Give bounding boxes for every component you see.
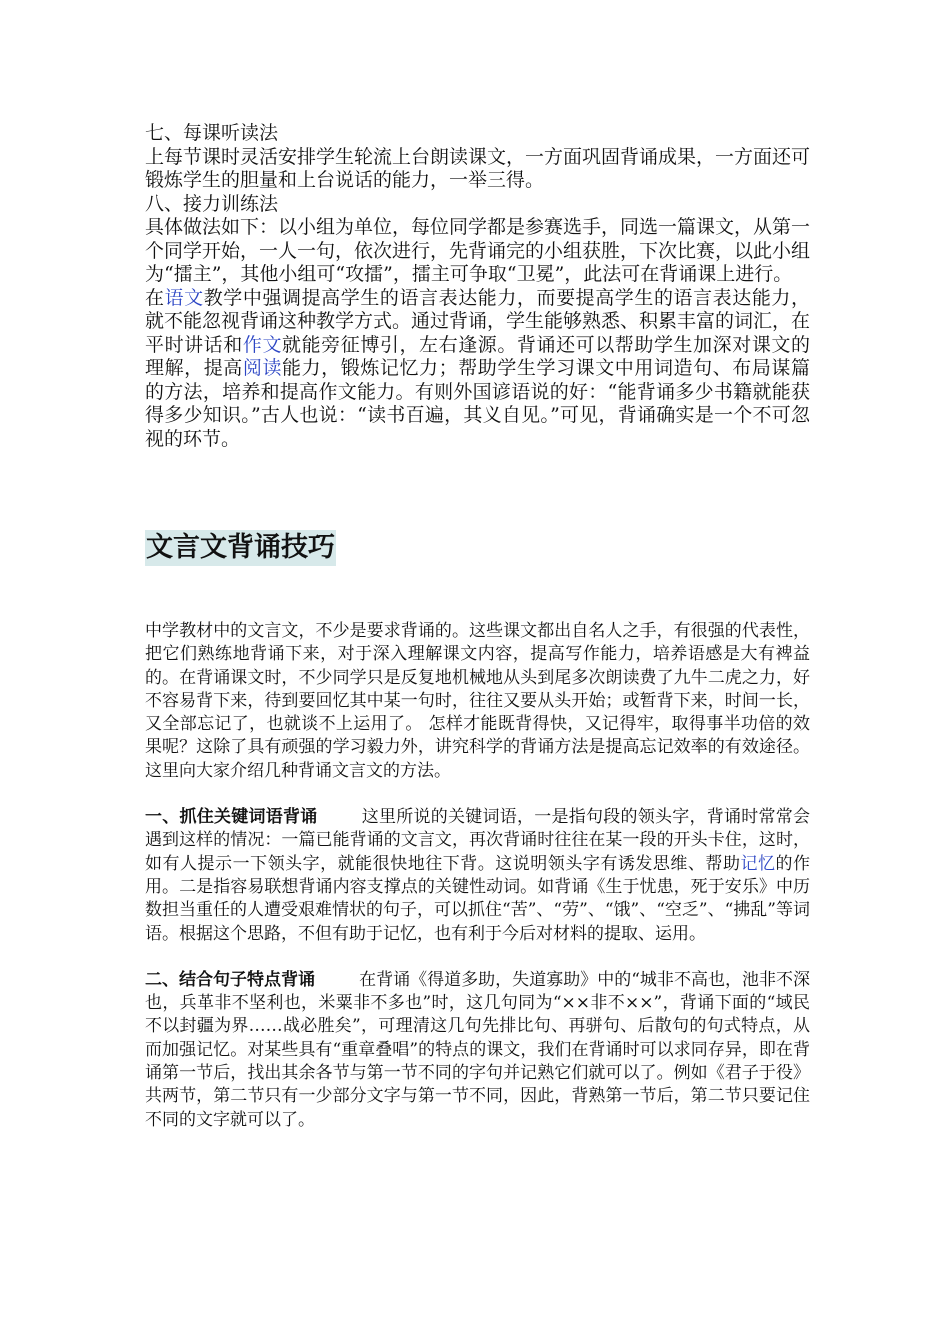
link-jiyi[interactable]: 记忆 xyxy=(740,853,776,874)
conclusion-text-c: 就能旁征博引，左右逢源。背诵还可以帮助学生加深对课文的理解，提高 xyxy=(145,333,810,379)
method-1-text-b: 的作用。二是指容易联想背诵内容支撑点的关键性动词。如背诵《生于忧患，死于安乐》中历数担当重任的人遭受艰难情状的句子，可以抓住“苦”、“劳”、“饿”、“空乏”、“拂乱”等词语。根据这个思路，不但有助于记忆，也有利于今后对材料的提取、运用。 xyxy=(145,853,811,944)
conclusion-text-b: 教学中强调提高学生的语言表达能力，而要提高学生的语言表达能力，就不能忽视背诵这种教学方式。通过背诵，学生能够熟悉、积累丰富的词汇，在平时讲话和 xyxy=(145,286,811,356)
section-classical-chinese xyxy=(145,620,810,1155)
method-2-text: 在背诵《得道多助，失道寡助》中的“城非不高也，池非不深也，兵革非不坚利也，米粟非不多也”时，这几句同为“××非不××”，背诵下面的“域民不以封疆为界……战必胜矣”，可理清这几句先排比句、再骈句、后散句的句式特点，从而加强记忆。对某些具有“重章叠唱”的特点的课文，我们在背诵时可以求同存异，即在背诵第一节后，找出其余各节与第一节不同的字句并记熟它们就可以了。例如《君子于役》共两节，第二节只有一少部分文字与第一节不同，因此，背熟第一节后，第二节只要记住不同的文字就可以了。 xyxy=(145,969,811,1130)
method-8-heading: 八、接力训练法 xyxy=(145,192,279,215)
method-2-heading: 二、结合句子特点背诵 xyxy=(145,969,316,990)
intro-paragraph: 中学教材中的文言文，不少是要求背诵的。这些课文都出自名人之手，有很强的代表性，把它们熟练地背诵下来，对于深入理解课文内容，提高写作能力，培养语感是大有裨益的。在背诵课文时，不少同学只是反复地机械地从头到尾多次朗读费了九牛二虎之力，好不容易背下来，待到要回忆其中某一句时，往往又要从头开始；或暂背下来，时间一长，又全部忘记了，也就谈不上运用了。 怎样才能既背得快，又记得牢，取得事半功倍的效果呢？这除了具有顽强的学习毅力外，讲究科学的背诵方法是提高忘记效率的有效途径。这里向大家介绍几种背诵文言文的方法。 xyxy=(145,621,810,781)
section-methods-continued xyxy=(145,122,810,451)
conclusion-paragraph xyxy=(145,287,810,452)
method-7-text: 上每节课时灵活安排学生轮流上台朗读课文，一方面巩固背诵成果，一方面还可锻炼学生的胆量和上台说话的能力，一举三得。 xyxy=(145,145,811,191)
method-1-text-a: 这里所说的关键词语，一是指句段的领头字，背诵时常常会遇到这样的情况：一篇已能背诵的文言文，再次背诵时往往在某一段的开头卡住，这时，如有人提示一下领头字，就能很快地往下背。这说明领头字有诱发思维、帮助 xyxy=(145,807,810,874)
method-1-heading: 一、抓住关键词语背诵 xyxy=(145,807,318,828)
section-title: 文言文背诵技巧 xyxy=(145,530,336,566)
method-1-paragraph xyxy=(145,806,810,946)
link-zuowen[interactable]: 作文 xyxy=(242,333,283,356)
conclusion-text-d: 能力，锻炼记忆力；帮助学生学习课文中用词造句、布局谋篇的方法，培养和提高作文能力。有则外国谚语说的好：“能背诵多少书籍就能获得多少知识。”古人也说：“读书百遍，其义自见。”可见，背诵确实是一个不可忽视的环节。 xyxy=(145,357,810,450)
method-2-paragraph xyxy=(145,969,810,1132)
method-8-text: 具体做法如下：以小组为单位，每位同学都是参赛选手，同选一篇课文，从第一个同学开始，一人一句，依次进行，先背诵完的小组获胜，下次比赛，以此小组为“擂主”，其他小组可“攻擂”，擂主可争取“卫冕”，此法可在背诵课上进行。 xyxy=(145,216,811,285)
conclusion-text-a: 在 xyxy=(145,286,165,309)
method-7-heading: 七、每课听读法 xyxy=(145,122,279,144)
link-yuedu[interactable]: 阅读 xyxy=(242,357,283,379)
link-yuwen[interactable]: 语文 xyxy=(164,286,204,309)
